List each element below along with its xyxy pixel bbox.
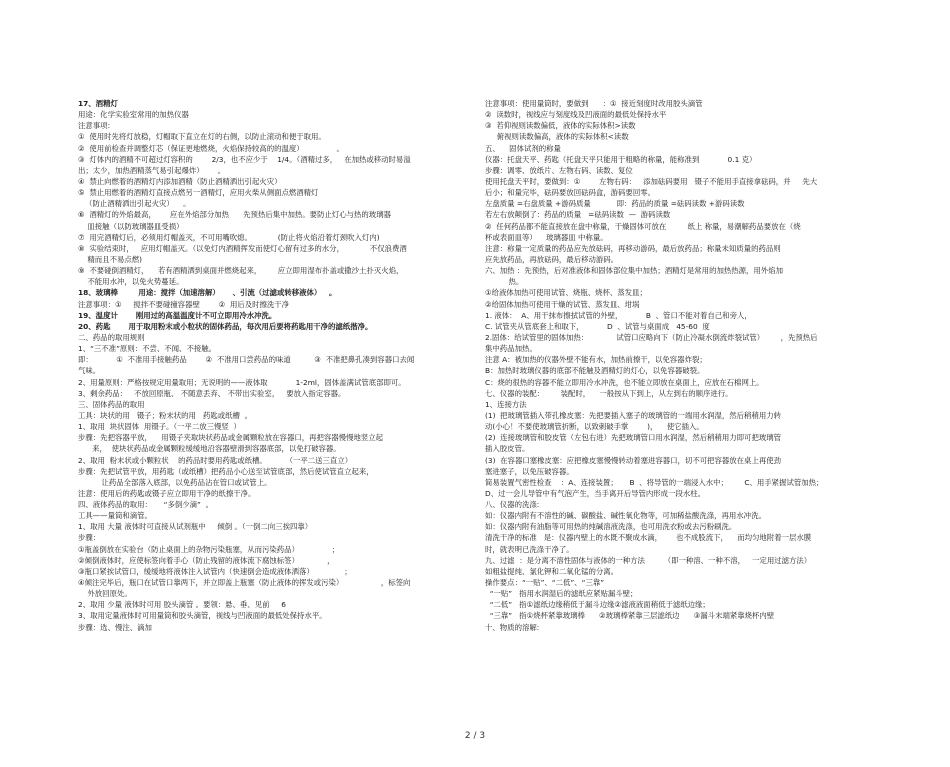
- text-line: ② 任何药品都不能直接放在盘中称量，干燥固体可放在 纸上 称量，易潮解药品要放在（烧: [485, 221, 801, 231]
- text-line: 2、用量原则：严格按规定用量取用；无说明的——液体取 1-2ml，固体盖满试管底部即可。: [78, 377, 406, 387]
- text-line: 六、加热 ：先预热，后对准液体和固体部位集中加热；酒精灯是常用的加热热源，用外焰加: [485, 266, 783, 276]
- text-line: 操作要点：“一贴”、“二低”、“三靠”: [485, 578, 605, 588]
- text-line: C：烧的很热的容器不能立即用冷水冲洗，也不能立即放在桌面上，应放在石棉网上。: [485, 377, 764, 387]
- text-line: 2、取用 少量 液体时可用 胶头滴管 。要领：悬、垂、见前 6: [78, 600, 286, 610]
- text-line: (2) 连接玻璃管和胶皮管（左包右进）先把玻璃管口用水润湿，然后稍稍用力即可把玻璃管: [485, 433, 782, 443]
- text-line: 让药品全部落入底部，以免药品沾在管口或试管上。: [78, 477, 272, 487]
- text-line: 时，就表明已洗涤干净了。: [485, 544, 574, 554]
- text-line: 用途：化学实验室常用的加热仪器: [78, 110, 189, 120]
- text-line: 注意事项：使用量筒时，要做到 ：① 接近刻度时改用胶头滴管: [485, 99, 703, 108]
- text-line: 2、取用 粉末状或小颗粒状 的药品时要用药匙或纸槽。 （一平二送三直立）: [78, 455, 353, 465]
- text-line: C. 试管夹从管底套上和取下， D 、试管与桌面成 45-60 度: [485, 321, 710, 331]
- text-line: 出；太少，加热酒精蒸气易引起爆炸） 。: [78, 165, 226, 175]
- text-line: 如：仪器内附有不溶性的碱、碳酸盐、碱性氧化物等，可加稀盐酸洗涤，再用水冲洗。: [485, 511, 766, 521]
- text-line: 1. 液体： A、用干抹布擦拭试管的外壁， B 、管口不能对着自己和旁人，: [485, 310, 752, 320]
- text-line: ① 使用时先将灯放稳，灯帽取下直立在灯的右侧，以防止滚动和便于取用。: [78, 132, 326, 142]
- text-line: （防止酒精洒出引起火灾） 。: [78, 199, 191, 209]
- text-line: 17、酒精灯: [78, 99, 118, 108]
- text-line: “二低” 指①滤纸边缘稍低于漏斗边缘②滤液液面稍低于滤纸边缘；: [485, 600, 710, 610]
- text-line: ② 使用前检查并调整灯芯（保证更地燃烧，火焰保持较高的的温度） 。: [78, 143, 344, 153]
- text-line: 步骤：: [78, 533, 101, 543]
- text-line: 步骤：先把容器平放， 用镊子夹取块状药品或金属颗粒放在容器口，再把容器慢慢地竖立起: [78, 433, 384, 443]
- text-line: 工具——量筒和滴管。: [78, 511, 152, 521]
- text-line: ③ 若仰视则读数偏低，液体的实际体积>读数: [485, 121, 636, 131]
- text-line: 注意事项:: [78, 121, 111, 131]
- text-line: 集中药品加热。: [485, 344, 537, 354]
- text-line: 热。: [485, 277, 524, 287]
- text-line: 工具：块状的用 镊子；粉末状的用 药匙或纸槽 。: [78, 410, 252, 420]
- text-line: 注意：使用后的药匙或镊子应立即用干净的纸擦干净。: [78, 488, 256, 498]
- text-line: 如粗盐提纯、氯化钾和二氧化锰的分离。: [485, 566, 619, 576]
- text-line: ⑧ 实验结束时， 应用灯帽盖灭。（以免灯内酒精挥发而使灯心留有过多的水分， 不仅浪费酒: [78, 243, 407, 253]
- text-line: 七、仪器的装配： 装配时， 一般按从下到上，从左到右的顺序进行。: [485, 388, 733, 398]
- text-line: 若左右放颠倒了：药品的质量 =砝码读数 — 游码读数: [485, 210, 671, 220]
- text-line: 八、仪器的洗涤:: [485, 500, 540, 510]
- text-line: 外放回原处。: [78, 589, 132, 599]
- text-line: 即： ① 不准用手接触药品 ② 不准用口尝药品的味道 ③ 不准把鼻孔凑到容器口去闻: [78, 355, 415, 365]
- page-number: 2 / 3: [464, 731, 486, 741]
- text-line: ②倾倒液体时，应使标签向着手心（防止残留的液体流下腐蚀标签） ，: [78, 555, 335, 565]
- text-line: 注意 A：被加热的仪器外壁不能有水，加热前擦干，以免容器炸裂；: [485, 355, 707, 365]
- text-line: ③ 灯体内的酒精不可超过灯容积的 2/3，也不应少于 1/4。（酒精过多， 在加热或移动时易溢: [78, 154, 411, 164]
- text-line: 塞进塞子，以免压破容器。: [485, 466, 574, 476]
- text-line: ③瓶口紧挨试管口，缓缓地将液体注入试管内（快速倒会造成液体洒落） ；: [78, 566, 352, 576]
- text-line: 十、物质的溶解:: [485, 622, 540, 632]
- text-line: 3、剩余药品： 不放回原瓶、 不随意丢弃、 不带出实验室， 要放入指定容器。: [78, 388, 346, 398]
- text-line: 18、玻璃棒 用途：搅拌（加速溶解） 、引流（过滤或转移液体） 。: [78, 288, 337, 298]
- text-line: D、过一会儿导管中有气泡产生，当手离开后导管内形成一段水柱。: [485, 488, 706, 498]
- text-line: 俯视则读数偏高，液体的实际体积<读数: [485, 132, 629, 142]
- text-line: 左盘质量 =右盘质量 +游码质量 即：药品的质量 =砝码读数 +游码读数: [485, 199, 745, 209]
- text-line: 如：仪器内附有油脂等可用热的纯碱溶液洗涤，也可用洗衣粉或去污粉刷洗。: [485, 522, 737, 532]
- text-line: ①给液体加热可使用试管、烧瓶、烧杯、蒸发皿；: [485, 288, 647, 298]
- text-line: 注意事项：① 搅拌不要碰撞容器壁 ② 用后及时擦洗干净: [78, 299, 290, 309]
- text-line: ⑤ 禁止用燃着的酒精灯直接点燃另一酒精灯，应用火柴从侧面点燃酒精灯: [78, 188, 319, 198]
- text-line: 仪器：托盘天平、药匙（托盘天平只能用于粗略的称量，能称准到 0.1 克）: [485, 154, 757, 164]
- text-line: ② 读数时，视线应与刻度线及凹液面的最低处保持水平: [485, 110, 667, 120]
- text-line: 杯或表面皿等） 玻璃器皿 中称量。: [485, 232, 608, 242]
- text-line: 1、取用 块状固体 用镊子。（一平二放三慢竖 ）: [78, 422, 241, 432]
- text-line: ⑨ 不要碰倒酒精灯， 若有酒精洒到桌面并燃烧起来， 应立即用湿布扑盖或撒沙土扑灭火焰，: [78, 266, 404, 276]
- text-line: 插入胶皮管。: [485, 444, 530, 454]
- text-line: ⑦ 用完酒精灯后，必须用灯帽盖灭，不可用嘴吹熄。 (防止将火焰沿着灯颈吹入灯内): [78, 232, 380, 242]
- text-line: 简易装置气密性检查 ：A、连接装置； B 、将导管的一端浸入水中； C、用手紧握试管加热；: [485, 477, 824, 487]
- text-line: 精而且不易点燃): [78, 254, 143, 264]
- text-line: 后小；和量完毕，砝码要放回砝码盒，游码要回零。: [485, 188, 655, 198]
- text-line: 步骤：选、慢注、滴加: [78, 622, 152, 632]
- text-line: ④倾注完毕后，瓶口在试管口靠两下，并立即盖上瓶塞（防止液体的挥发或污染） ，标签向: [78, 578, 411, 588]
- right-text-column: [485, 98, 885, 633]
- text-line: “三靠” 指①烧杯紧靠玻璃棒 ②玻璃棒紧靠三层滤纸边 ③漏斗末端紧靠烧杯内壁: [485, 611, 775, 621]
- text-line: 皿接触（以防玻璃器皿受损）: [78, 221, 184, 231]
- text-line: 动(小心！不要使玻璃管折断，以致刺破手掌 )， 使它插入。: [485, 422, 704, 432]
- text-line: 步骤：调零、放纸片、左物右码、读数、复位: [485, 165, 633, 175]
- text-line: 注意：称量一定质量的药品应先放砝码，再移动游码，最后放药品；称量未知质量的药品则: [485, 243, 781, 253]
- text-line: 九、过滤 ：是分离不溶性固体与液体的一种方法 （即一种溶、一种不溶， 一定用过滤方法）: [485, 555, 812, 565]
- text-line: 1、取用 大量 液体时可直接从试剂瓶中 倾倒 。（一倒二向三挨四靠）: [78, 522, 313, 532]
- text-line: ⑥ 酒精灯的外焰最高， 应在外焰部分加热 先预热后集中加热。要防止灯心与热的玻璃器: [78, 210, 391, 220]
- text-line: 来， 使块状药品或金属颗粒缓缓地沿容器壁滑到容器底部，以免打破容器。: [78, 444, 341, 454]
- text-line: (3) 在容器口塞橡皮塞：应把橡皮塞慢慢转动着塞进容器口，切不可把容器放在桌上再使劲: [485, 455, 782, 465]
- text-line: ②给固体加热可使用干燥的试管、蒸发皿、坩埚: [485, 299, 640, 309]
- text-line: 步骤：先把试管平放，用药匙（或纸槽）把药品小心送至试管底部，然后使试管直立起来，: [78, 466, 374, 476]
- text-line: 清洗干净的标准 是：仪器内壁上的水既不聚成水滴， 也不成股流下， 而均匀地附着一层水膜: [485, 533, 812, 543]
- text-line: 三、固体药品的取用: [78, 399, 145, 409]
- text-line: 使用托盘天平时，要做到：① 左物右码： 添加砝码要用 镊子不能用手直接拿砝码，并 先大: [485, 176, 818, 186]
- text-line: ④ 禁止向燃着的酒精灯内添加酒精（防止酒精洒出引起火灾）: [78, 176, 282, 186]
- text-line: ①瓶盖倒放在实验台（防止桌面上的杂物污染瓶塞，从而污染药品） ；: [78, 544, 340, 554]
- text-line: 五、 固体试剂的称量: [485, 143, 561, 153]
- text-line: (1) 把玻璃管插入带孔橡皮塞：先把要插入塞子的玻璃管的一端用水润湿，然后稍稍用力转: [485, 410, 782, 420]
- text-line: 二、药品的取用规则: [78, 332, 145, 342]
- text-line: 不能用水冲，以免火势蔓延。: [78, 277, 184, 287]
- text-line: 2.固体：给试管里的固体加热： 试管口应略向下（防止冷凝水倒流炸裂试管） ，先预热后: [485, 332, 818, 342]
- text-line: 3、取用定量液体时可用量筒和胶头滴管，视线与凹液面的最低处保持水平。: [78, 611, 327, 621]
- text-line: 气味。: [78, 366, 101, 376]
- text-line: “一贴” 指用水润湿后的滤纸应紧贴漏斗壁；: [485, 589, 638, 599]
- text-line: 20、药匙 用于取用粉末或小粒状的固体药品，每次用后要将药匙用干净的滤纸揩净。: [78, 321, 373, 331]
- text-line: 1、连接方法: [485, 399, 527, 409]
- text-line: 应先放药品，再放砝码，最后移动游码。: [485, 254, 619, 264]
- text-line: 四、液体药品的取用： “多倒少滴” 。: [78, 500, 213, 510]
- text-line: 1、“三不准”原则：不尝、不闻、不接触。: [78, 344, 217, 354]
- left-text-column: [78, 98, 473, 633]
- text-line: 19、温度计 刚用过的高温温度计不可立即用冷水冲洗。: [78, 310, 277, 320]
- text-line: B：加热时玻璃仪器的底部不能触及酒精灯的灯心，以免容器破裂。: [485, 366, 705, 376]
